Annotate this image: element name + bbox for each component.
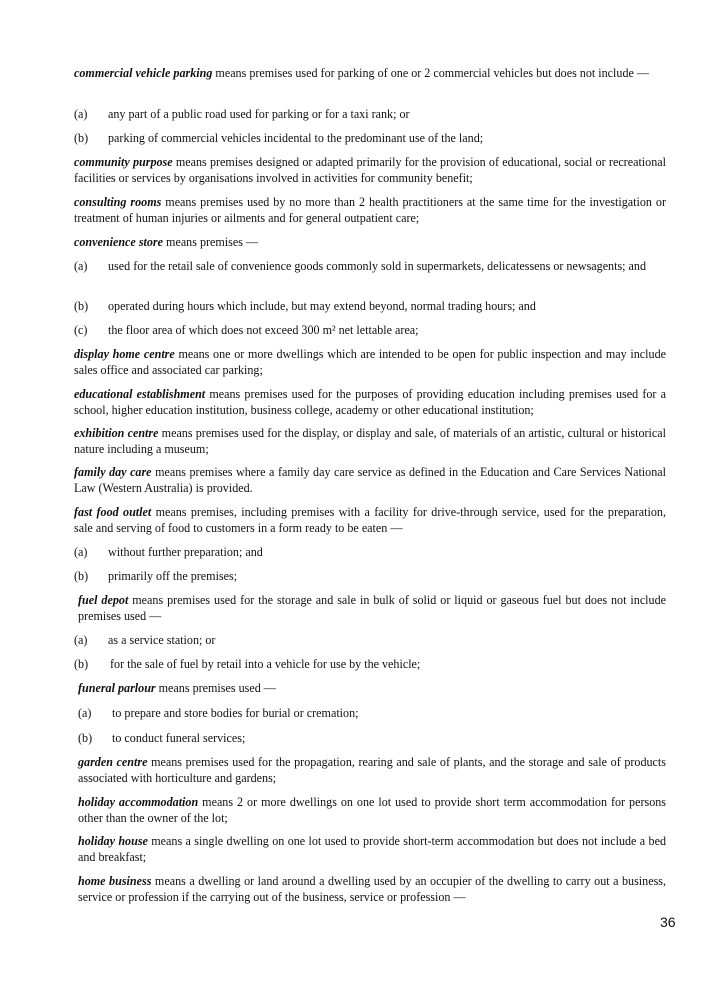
defined-term: fuel depot	[78, 593, 129, 607]
definition-entry	[78, 795, 666, 826]
definition-text: means premises used —	[155, 681, 276, 695]
list-item-text: to prepare and store bodies for burial or cremation;	[112, 706, 359, 720]
list-item-text: to conduct funeral services;	[112, 731, 246, 745]
defined-term: display home centre	[74, 347, 175, 361]
definition-entry	[74, 235, 666, 251]
list-item-text: any part of a public road used for parking or for a taxi rank; or	[108, 107, 410, 121]
list-item-text: the floor area of which does not exceed 300 m² net lettable area;	[108, 323, 419, 337]
list-item-text: parking of commercial vehicles incidental to the predominant use of the land;	[108, 131, 484, 145]
defined-term: garden centre	[78, 755, 148, 769]
list-item-text: as a service station; or	[108, 633, 216, 647]
definition-entry	[78, 755, 666, 786]
definition-entry	[78, 874, 666, 905]
defined-term: fast food outlet	[74, 505, 152, 519]
defined-term: commercial vehicle parking	[74, 66, 213, 80]
list-item-marker: (c)	[74, 323, 88, 337]
definition-entry	[74, 505, 666, 536]
list-item-text: without further preparation; and	[108, 545, 263, 559]
definition-entry	[78, 593, 666, 624]
defined-term: holiday house	[78, 834, 148, 848]
list-item-text: for the sale of fuel by retail into a vehicle for use by the vehicle;	[110, 657, 421, 671]
page-number: 36	[660, 914, 676, 930]
definition-text: means premises designed or adapted primarily for the provision of educational, social or recreational facilities or services by organisations involved in activities for community benefit;	[74, 155, 666, 185]
definition-text: means premises used for the purposes of providing education including premises used for a school, higher education institution, business college, academy or other educational institution;	[74, 387, 666, 417]
definition-entry	[78, 681, 666, 697]
definition-text: means premises, including premises with a facility for drive-through service, used for the preparation, sale and serving of food to customers in a form ready to be eaten —	[74, 505, 666, 535]
list-item-marker: (b)	[74, 657, 89, 671]
definition-text: means premises used for the storage and sale in bulk of solid or liquid or gaseous fuel but does not include premises used —	[78, 593, 667, 623]
definition-text: means premises used for parking of one or 2 commercial vehicles but does not include —	[212, 66, 649, 80]
defined-term: exhibition centre	[74, 426, 159, 440]
defined-term: family day care	[74, 465, 152, 479]
defined-term: consulting rooms	[74, 195, 162, 209]
definition-text: means one or more dwellings which are intended to be open for public inspection and may include sales office and associated car parking;	[74, 347, 666, 377]
definition-text: means premises used for the display, or display and sale, of materials of an artistic, cultural or historical nature including a museum;	[74, 426, 666, 456]
definition-text: means premises where a family day care service as defined in the Education and Care Services National Law (Western Australia) is provided.	[74, 465, 666, 495]
definition-entry	[74, 347, 666, 378]
definition-entry	[74, 66, 666, 82]
list-item-marker: (b)	[74, 299, 89, 313]
defined-term: convenience store	[74, 235, 164, 249]
list-item-text: operated during hours which include, but may extend beyond, normal trading hours; and	[108, 299, 536, 313]
defined-term: educational establishment	[74, 387, 206, 401]
definition-entry	[78, 834, 666, 865]
definition-text: means premises used for the propagation, rearing and sale of plants, and the storage and sale of products associated with horticulture and gardens;	[78, 755, 666, 785]
definition-entry	[74, 195, 666, 226]
definition-entry	[74, 426, 666, 457]
list-item-marker: (a)	[78, 706, 92, 720]
list-item-text: primarily off the premises;	[108, 569, 238, 583]
list-item-marker: (b)	[74, 131, 89, 145]
definition-text: means a single dwelling on one lot used to provide short-term accommodation but does not include a bed and breakfast;	[78, 834, 666, 864]
list-item-marker: (a)	[74, 107, 88, 121]
definition-text: means a dwelling or land around a dwelling used by an occupier of the dwelling to carry out a business, service or profession if the carrying out of the business, service or profession —	[78, 874, 667, 904]
defined-term: holiday accommodation	[78, 795, 199, 809]
definition-text: means 2 or more dwellings on one lot used to provide short term accommodation for persons other than the owner of the lot;	[78, 795, 666, 825]
definition-entry	[74, 155, 666, 186]
definition-entry	[74, 465, 666, 496]
definition-text: means premises used by no more than 2 health practitioners at the same time for the investigation or treatment of human injuries or ailments and for general outpatient care;	[74, 195, 666, 225]
list-item-marker: (a)	[74, 545, 88, 559]
defined-term: community purpose	[74, 155, 173, 169]
definition-text: means premises —	[163, 235, 259, 249]
defined-term: funeral parlour	[78, 681, 156, 695]
defined-term: home business	[78, 874, 152, 888]
list-item-marker: (b)	[74, 569, 89, 583]
list-item-marker: (a)	[74, 633, 88, 647]
list-item-text: used for the retail sale of convenience goods commonly sold in supermarkets, delicatessens or newsagents; and	[108, 259, 647, 273]
list-item-marker: (a)	[74, 259, 88, 273]
definition-entry	[74, 387, 666, 418]
list-item-marker: (b)	[78, 731, 93, 745]
